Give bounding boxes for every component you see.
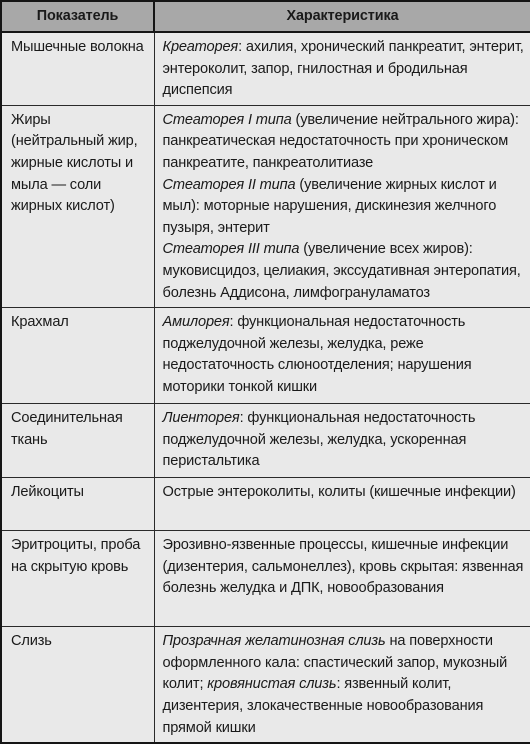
- table-row: [1, 32, 530, 105]
- row-indicator: Лейкоциты: [1, 478, 154, 531]
- row-characteristic: [154, 627, 530, 743]
- header-indicator: Показатель: [1, 1, 154, 32]
- term-description: : функциональная недостаточность поджелудочной железы, желудка, ускоренная перистальтика: [162, 410, 476, 470]
- term-italic: Амилорея: [162, 314, 230, 331]
- term-description: (увеличение жирных кислот и мыл): моторные нарушения, дискинезия желчного пузыря, энтерит: [162, 176, 497, 236]
- row-indicator: Соединительная ткань: [1, 404, 154, 478]
- row-indicator: Мышечные волокна: [1, 32, 154, 105]
- row-characteristic: [154, 478, 530, 531]
- term-italic: кровянистая слизь: [207, 676, 337, 693]
- paragraph: [163, 175, 525, 240]
- table-row: [1, 308, 530, 404]
- term-description: : функциональная недостаточность поджелудочной железы, желудка, реже недостаточность слюноотделения; нарушения моторики тонкой кишки: [162, 314, 472, 395]
- row-indicator: Крахмал: [1, 308, 154, 404]
- row-indicator: Слизь: [1, 627, 154, 743]
- term-italic: Стеаторея III типа: [162, 241, 300, 258]
- row-characteristic: [154, 404, 530, 478]
- row-characteristic: [154, 32, 530, 105]
- term-description: (увеличение нейтрального жира): панкреатическая недостаточность при хроническом панкреатите, панкреатолитиазе: [162, 111, 519, 171]
- row-indicator: Эритроциты, проба на скрытую кровь: [1, 531, 154, 627]
- term-italic: Стеаторея II типа: [162, 176, 296, 193]
- row-description: Острые энтероколиты, колиты (кишечные инфекции): [162, 484, 516, 501]
- term-description: (увеличение всех жиров): муковисцидоз, целиакия, экссудативная энтеропатия, болезнь Аддисона, лимфогрануламатоз: [162, 241, 521, 301]
- term-description: : ахилия, хронический панкреатит, энтерит, энтероколит, запор, гнилостная и бродильная диспепсия: [162, 39, 524, 99]
- table-row: [1, 478, 530, 531]
- term-italic: Креаторея: [162, 39, 239, 55]
- header-characteristic: Характеристика: [154, 1, 530, 32]
- table-row: [1, 105, 530, 307]
- paragraph: [163, 110, 525, 175]
- paragraph: [163, 239, 525, 304]
- term-description: на поверхности оформленного кала: спастический запор, мукозный колит;: [162, 633, 508, 693]
- table-body: [1, 32, 530, 743]
- term-italic: Прозрачная желатинозная слизь: [162, 633, 386, 650]
- row-indicator: Жиры (нейтральный жир, жирные кислоты и мыла — соли жирных кислот): [1, 105, 154, 307]
- term-description: : язвенный колит, дизентерия, злокачественные новообразования прямой кишки: [162, 676, 484, 736]
- table-row: [1, 627, 530, 743]
- row-characteristic: [154, 308, 530, 404]
- table-row: [1, 531, 530, 627]
- table-header: [1, 1, 530, 32]
- table-row: [1, 404, 530, 478]
- row-characteristic: [154, 105, 530, 307]
- term-italic: Стеаторея I типа: [162, 111, 292, 128]
- row-characteristic: [154, 531, 530, 627]
- term-italic: Лиенторея: [162, 410, 240, 427]
- row-description: Эрозивно-язвенные процессы, кишечные инфекции (дизентерия, сальмонеллез), кровь скрытая: язвенная болезнь желудка и ДПК, новообразования: [162, 537, 524, 597]
- header-row: [1, 1, 530, 32]
